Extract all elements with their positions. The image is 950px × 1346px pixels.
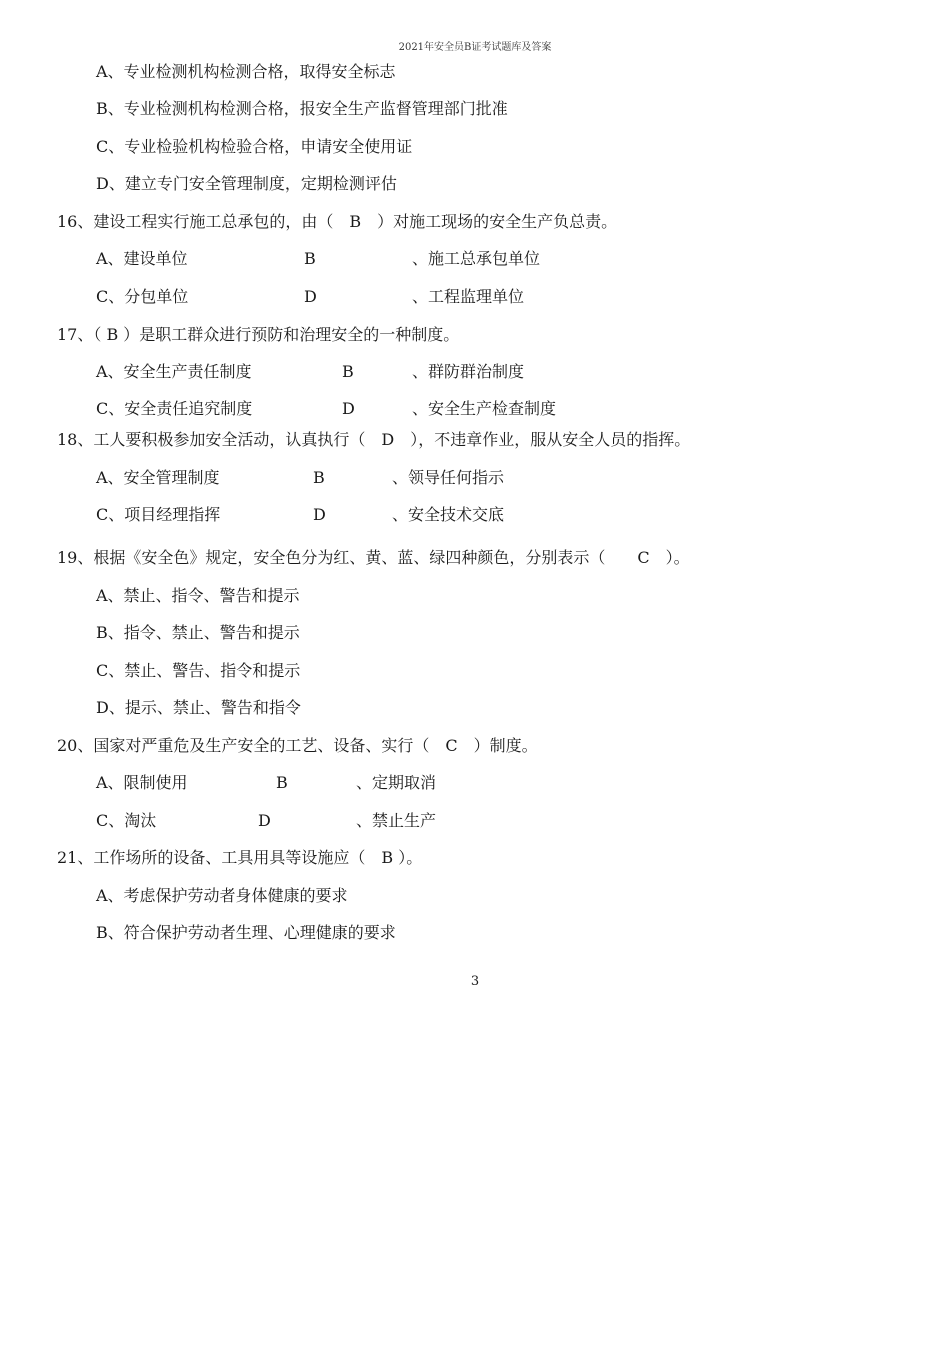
q18-option-c: C、项目经理指挥 (96, 505, 221, 524)
page-number: 3 (470, 974, 480, 989)
q20-option-a: A、限制使用 (96, 773, 188, 792)
q17-option-d-letter: D (342, 399, 355, 418)
q16-question: 16、建设工程实行施工总承包的，由（ B ）对施工现场的安全生产负总责。 (57, 212, 618, 231)
q15-option-b: B、专业检测机构检测合格，报安全生产监督管理部门批准 (96, 99, 508, 118)
q20-question: 20、国家对严重危及生产安全的工艺、设备、实行（ C ）制度。 (57, 736, 538, 755)
q17-option-a: A、安全生产责任制度 (96, 362, 252, 381)
q18-option-d-text: 、安全技术交底 (392, 505, 505, 524)
q19-option-c: C、禁止、警告、指令和提示 (96, 661, 301, 680)
q17-question: 17、（ B ）是职工群众进行预防和治理安全的一种制度。 (57, 325, 460, 344)
q15-option-d: D、建立专门安全管理制度，定期检测评估 (96, 174, 397, 193)
q16-option-b-letter: B (304, 249, 316, 268)
q17-option-c: C、安全责任追究制度 (96, 399, 253, 418)
q21-question: 21、工作场所的设备、工具用具等设施应（ B ）。 (57, 848, 423, 867)
q17-option-b-letter: B (342, 362, 354, 381)
q18-option-b-text: 、领导任何指示 (392, 468, 505, 487)
page-header: 2021年安全员B证考试题库及答案 (398, 42, 552, 53)
q19-option-b: B、指令、禁止、警告和提示 (96, 623, 300, 642)
q16-option-d-letter: D (304, 287, 317, 306)
q19-option-d: D、提示、禁止、警告和指令 (96, 698, 301, 717)
q18-question: 18、工人要积极参加安全活动，认真执行（ D ），不违章作业，服从安全人员的指挥。 (57, 430, 691, 449)
q18-option-d-letter: D (313, 505, 326, 524)
q20-option-b-text: 、定期取消 (356, 773, 437, 792)
q18-option-a: A、安全管理制度 (96, 468, 220, 487)
q17-option-d-text: 、安全生产检查制度 (412, 399, 557, 418)
q19-option-a: A、禁止、指令、警告和提示 (96, 586, 300, 605)
q20-option-d-letter: D (258, 811, 271, 830)
q21-option-a: A、考虑保护劳动者身体健康的要求 (96, 886, 348, 905)
q19-question: 19、根据《安全色》规定，安全色分为红、黄、蓝、绿四种颜色，分别表示（ C ）。 (57, 548, 690, 567)
q15-option-c: C、专业检验机构检验合格，申请安全使用证 (96, 137, 413, 156)
q15-option-a: A、专业检测机构检测合格，取得安全标志 (96, 62, 396, 81)
q16-option-c: C、分包单位 (96, 287, 189, 306)
q18-option-b-letter: B (313, 468, 325, 487)
q16-option-b-text: 、施工总承包单位 (412, 249, 541, 268)
q20-option-d-text: 、禁止生产 (356, 811, 437, 830)
q20-option-c: C、淘汰 (96, 811, 157, 830)
q20-option-b-letter: B (276, 773, 288, 792)
q21-option-b: B、符合保护劳动者生理、心理健康的要求 (96, 923, 396, 942)
q16-option-a: A、建设单位 (96, 249, 188, 268)
q17-option-b-text: 、群防群治制度 (412, 362, 525, 381)
q16-option-d-text: 、工程监理单位 (412, 287, 525, 306)
